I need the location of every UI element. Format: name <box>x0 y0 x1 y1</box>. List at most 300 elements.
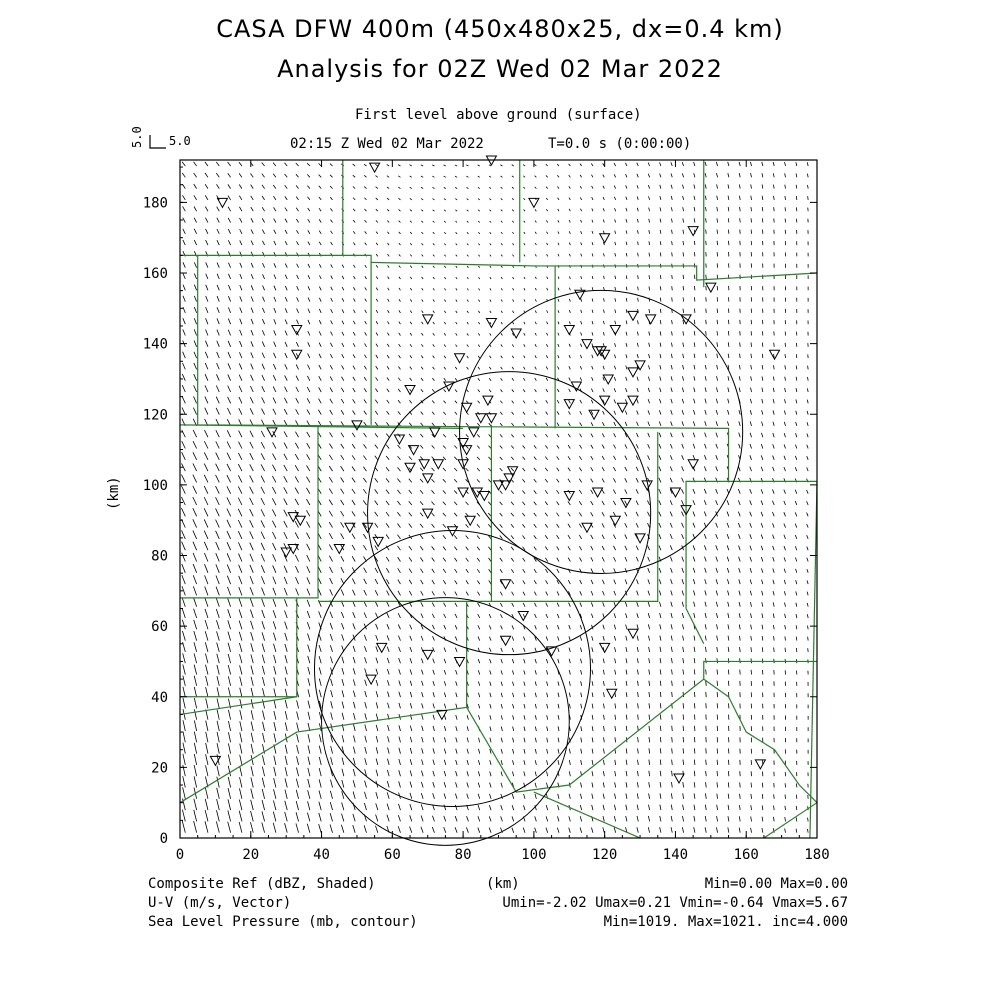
wind-vector <box>784 569 785 573</box>
wind-vector <box>421 602 423 606</box>
wind-vector <box>784 523 786 527</box>
wind-vector <box>592 670 593 675</box>
wind-vector <box>602 523 604 527</box>
wind-vector <box>331 679 333 686</box>
wind-vector <box>228 374 231 380</box>
wind-vector <box>205 631 208 640</box>
wind-vector <box>785 365 786 369</box>
wind-vector <box>251 241 253 246</box>
wind-vector <box>784 591 785 595</box>
wind-vector <box>490 794 492 799</box>
wind-vector <box>296 779 298 788</box>
wind-vector <box>648 613 649 618</box>
wind-vector <box>183 240 185 245</box>
wind-vector <box>581 681 582 686</box>
wind-vector <box>659 523 661 528</box>
wind-vector <box>603 321 604 324</box>
wind-vector <box>522 524 525 527</box>
wind-vector <box>511 491 514 494</box>
wind-vector <box>524 344 525 346</box>
wind-vector <box>274 286 276 291</box>
wind-vector <box>227 587 230 596</box>
wind-vector <box>660 196 661 200</box>
wind-vector <box>228 822 231 833</box>
wind-vector <box>410 827 412 833</box>
wind-vector <box>444 726 445 731</box>
wind-vector <box>694 760 695 765</box>
wind-vector <box>261 498 265 505</box>
wind-vector <box>501 805 503 810</box>
wind-vector <box>659 455 661 459</box>
wind-vector <box>489 580 491 584</box>
wind-vector <box>262 755 264 765</box>
wind-vector <box>603 388 605 392</box>
wind-vector <box>682 173 683 177</box>
wind-vector <box>261 576 264 584</box>
wind-vector <box>239 609 242 618</box>
footer-field-3: Sea Level Pressure (mb, contour) <box>148 914 418 930</box>
wind-vector <box>238 453 242 460</box>
wind-vector <box>581 254 582 257</box>
wind-vector <box>228 799 231 810</box>
wind-vector <box>773 377 774 381</box>
wind-vector <box>716 466 718 471</box>
wind-vector <box>796 806 797 810</box>
wind-vector <box>706 331 707 335</box>
wind-vector <box>388 703 390 709</box>
wind-vector <box>739 636 740 641</box>
wind-vector <box>694 602 695 607</box>
wind-vector <box>672 275 673 279</box>
wind-vector <box>319 343 321 347</box>
wind-vector <box>433 322 435 324</box>
wind-vector <box>228 721 230 731</box>
wind-vector <box>761 489 763 493</box>
wind-vector <box>545 479 548 482</box>
wind-vector <box>659 433 661 437</box>
wind-vector <box>705 162 706 166</box>
wind-vector <box>228 352 231 358</box>
wind-vector <box>330 197 332 200</box>
wind-vector <box>263 722 265 731</box>
wind-vector <box>365 713 367 719</box>
wind-vector <box>410 221 412 223</box>
wind-vector <box>569 614 571 618</box>
wind-vector <box>239 408 242 414</box>
wind-vector <box>432 816 434 822</box>
wind-vector <box>569 209 570 211</box>
wind-vector <box>558 299 559 302</box>
footer-field-1-stats: Min=0.00 Max=0.00 <box>704 876 848 892</box>
wind-vector <box>808 637 809 641</box>
x-tick-label: 180 <box>804 847 830 863</box>
wind-vector <box>637 613 638 618</box>
wind-vector <box>761 433 762 437</box>
wind-vector <box>410 232 412 234</box>
wind-vector <box>500 491 503 494</box>
wind-vector <box>649 286 650 290</box>
wind-vector <box>546 670 547 674</box>
wind-vector <box>523 412 525 415</box>
wind-vector <box>727 523 729 528</box>
wind-vector <box>331 231 333 234</box>
wind-vector <box>398 636 400 641</box>
wind-vector <box>785 399 786 403</box>
wind-vector <box>193 475 197 483</box>
station-marker <box>501 636 511 645</box>
wind-vector <box>262 386 265 392</box>
wind-vector <box>204 430 207 437</box>
wind-vector <box>558 243 559 245</box>
wind-vector <box>660 241 661 245</box>
wind-vector <box>421 793 423 799</box>
wind-vector <box>511 580 513 584</box>
wind-vector <box>273 409 276 415</box>
wind-vector <box>319 387 322 392</box>
wind-vector <box>376 691 378 697</box>
wind-vector <box>251 621 254 629</box>
wind-vector <box>523 389 525 392</box>
wind-vector <box>274 677 276 685</box>
wind-vector <box>409 580 412 584</box>
wind-vector <box>205 385 208 392</box>
wind-vector <box>331 701 333 708</box>
wind-vector <box>796 185 797 189</box>
wind-vector <box>683 331 684 335</box>
wind-vector <box>398 176 400 177</box>
wind-vector <box>500 412 502 415</box>
wind-vector <box>512 356 514 358</box>
wind-vector <box>625 456 627 460</box>
wind-vector <box>501 727 502 731</box>
wind-vector <box>807 388 808 392</box>
wind-vector <box>591 569 593 573</box>
wind-vector <box>410 311 412 313</box>
wind-vector <box>512 771 513 776</box>
wind-vector <box>615 309 616 312</box>
wind-vector <box>307 611 310 618</box>
wind-vector <box>717 376 718 381</box>
wind-vector <box>238 554 241 562</box>
wind-vector <box>478 266 479 268</box>
wind-vector <box>569 704 570 709</box>
wind-vector <box>649 219 650 223</box>
wind-vector <box>513 299 514 301</box>
station-marker <box>593 488 603 497</box>
wind-vector <box>238 542 242 550</box>
wind-vector <box>637 636 638 641</box>
wind-vector <box>511 558 513 562</box>
wind-vector <box>739 591 740 596</box>
wind-vector <box>489 389 491 392</box>
wind-vector <box>773 546 775 550</box>
wind-vector <box>523 805 525 810</box>
wind-vector <box>626 647 627 652</box>
wind-vector <box>524 333 525 335</box>
wind-vector <box>285 196 287 200</box>
wind-vector <box>490 333 491 335</box>
wind-vector <box>614 636 615 641</box>
wind-vector <box>238 442 241 449</box>
wind-vector <box>580 794 581 799</box>
wind-vector <box>671 162 672 166</box>
wind-vector <box>592 355 593 358</box>
wind-vector <box>683 218 684 222</box>
station-marker <box>688 227 698 236</box>
wind-vector <box>319 723 321 731</box>
wind-vector <box>466 468 469 471</box>
wind-vector <box>808 185 809 189</box>
wind-vector <box>671 421 673 425</box>
wind-vector <box>284 521 287 528</box>
wind-vector <box>490 221 491 223</box>
wind-vector <box>569 603 571 607</box>
wind-vector <box>659 410 661 414</box>
wind-vector <box>331 746 333 754</box>
wind-vector <box>478 322 479 324</box>
wind-vector <box>501 277 502 279</box>
wind-vector <box>194 385 197 392</box>
wind-vector <box>807 501 809 505</box>
wind-vector <box>545 569 547 573</box>
wind-vector <box>467 266 468 268</box>
wind-vector <box>319 779 321 787</box>
wind-vector <box>251 341 253 347</box>
wind-vector <box>272 532 275 539</box>
wind-vector <box>398 434 401 437</box>
wind-vector <box>762 647 763 652</box>
wind-vector <box>296 767 298 776</box>
wind-vector <box>251 632 254 641</box>
wind-vector <box>796 196 797 200</box>
wind-vector <box>364 792 366 799</box>
wind-vector <box>569 794 570 799</box>
wind-vector <box>421 367 423 370</box>
wind-vector <box>660 636 661 641</box>
wind-vector <box>421 827 423 833</box>
wind-vector <box>420 501 423 505</box>
wind-vector <box>648 455 650 459</box>
wind-vector <box>205 587 208 596</box>
wind-vector <box>694 196 695 200</box>
wind-vector <box>398 613 400 618</box>
wind-vector <box>409 524 412 528</box>
wind-vector <box>512 389 514 392</box>
wind-vector <box>795 512 797 516</box>
wind-vector <box>262 767 264 777</box>
wind-vector <box>193 441 197 448</box>
wind-vector <box>660 309 661 313</box>
station-marker <box>423 315 433 324</box>
wind-vector <box>614 805 615 810</box>
wind-vector <box>511 524 514 527</box>
wind-vector <box>694 241 695 245</box>
wind-vector <box>216 162 219 166</box>
wind-vector <box>262 319 264 324</box>
wind-vector <box>364 422 367 426</box>
wind-vector <box>592 276 593 279</box>
wind-vector <box>683 320 684 324</box>
wind-vector <box>318 589 321 595</box>
wind-vector <box>273 554 276 561</box>
wind-vector <box>694 162 695 166</box>
wind-vector <box>501 176 503 177</box>
wind-vector <box>660 275 661 279</box>
wind-vector <box>238 531 242 539</box>
wind-vector <box>272 465 275 471</box>
wind-vector <box>511 457 514 460</box>
wind-vector <box>397 479 400 483</box>
wind-vector <box>444 187 446 188</box>
wind-vector <box>592 737 593 742</box>
wind-vector <box>751 783 752 788</box>
wind-vector <box>717 184 718 188</box>
wind-vector <box>659 478 661 483</box>
wind-vector <box>365 702 367 708</box>
wind-vector <box>613 535 615 539</box>
wind-vector <box>546 423 548 426</box>
wind-vector <box>807 626 808 630</box>
wind-vector <box>421 187 423 188</box>
station-marker <box>628 311 638 320</box>
wind-vector <box>762 817 763 822</box>
wind-vector <box>421 165 423 166</box>
wind-vector <box>490 693 491 697</box>
wind-vector <box>319 354 321 358</box>
wind-vector <box>388 736 390 742</box>
wind-vector <box>660 714 661 719</box>
wind-vector <box>376 815 378 822</box>
wind-vector <box>751 828 752 833</box>
wind-vector <box>319 264 321 268</box>
wind-vector <box>454 490 457 493</box>
wind-vector <box>183 754 185 765</box>
wind-vector <box>399 344 401 347</box>
wind-vector <box>638 320 639 324</box>
wind-vector <box>182 821 185 833</box>
wind-vector <box>751 207 752 211</box>
wind-vector <box>535 232 536 234</box>
wind-vector <box>501 760 502 765</box>
wind-vector <box>626 816 627 821</box>
wind-vector <box>501 738 502 743</box>
wind-vector <box>342 735 344 742</box>
wind-vector <box>194 363 197 369</box>
wind-vector <box>500 558 502 562</box>
wind-vector <box>796 829 797 833</box>
wind-vector <box>659 467 661 472</box>
wind-vector <box>353 209 355 211</box>
wind-vector <box>501 378 503 380</box>
wind-vector <box>535 760 536 765</box>
wind-vector <box>522 468 525 471</box>
wind-vector <box>751 365 752 369</box>
plot-frame <box>180 160 817 838</box>
wind-vector <box>523 187 525 189</box>
wind-vector <box>433 243 435 245</box>
wind-vector <box>194 720 196 731</box>
wind-vector <box>626 771 627 776</box>
wind-vector <box>751 794 752 799</box>
wind-vector <box>295 555 298 562</box>
wind-vector <box>785 828 786 832</box>
wind-vector <box>523 378 525 381</box>
wind-vector <box>433 367 435 370</box>
wind-vector <box>547 771 548 776</box>
wind-vector <box>739 433 741 438</box>
wind-vector <box>342 657 344 663</box>
wind-vector <box>319 757 321 765</box>
wind-vector <box>239 598 242 606</box>
wind-vector <box>649 805 650 810</box>
wind-vector <box>376 803 378 810</box>
wind-vector <box>774 648 775 652</box>
wind-vector <box>444 311 445 313</box>
wind-vector <box>193 553 197 562</box>
wind-vector <box>773 433 774 437</box>
wind-vector <box>501 210 503 212</box>
wind-vector <box>796 411 797 415</box>
wind-vector <box>638 737 639 742</box>
wind-vector <box>376 702 378 708</box>
wind-vector <box>251 677 253 686</box>
wind-vector <box>421 670 423 675</box>
county-boundary <box>704 661 817 679</box>
wind-vector <box>467 760 468 765</box>
y-tick-label: 40 <box>151 689 168 706</box>
wind-vector <box>297 700 299 708</box>
wind-vector <box>410 692 412 697</box>
station-marker <box>458 488 468 497</box>
wind-vector <box>512 412 514 415</box>
wind-vector <box>705 354 706 358</box>
wind-vector <box>638 681 639 686</box>
wind-vector <box>353 814 355 821</box>
wind-vector <box>490 266 491 268</box>
wind-vector <box>728 771 729 776</box>
wind-vector <box>398 456 401 460</box>
wind-vector <box>807 524 809 528</box>
wind-vector <box>671 343 672 347</box>
wind-vector <box>693 421 695 426</box>
wind-vector <box>330 164 333 166</box>
wind-vector <box>478 637 480 641</box>
wind-vector <box>660 816 661 821</box>
wind-vector <box>409 501 412 505</box>
wind-vector <box>341 388 343 392</box>
wind-vector <box>728 613 729 618</box>
wind-vector <box>285 745 287 754</box>
wind-vector <box>500 468 503 471</box>
y-tick-label: 100 <box>142 477 168 494</box>
wind-vector <box>512 243 513 245</box>
wind-vector <box>422 243 424 245</box>
wind-vector <box>284 599 287 606</box>
wind-vector <box>796 625 797 629</box>
station-marker <box>483 396 493 405</box>
wind-vector <box>228 665 230 674</box>
wind-vector <box>581 760 582 765</box>
wind-vector <box>524 648 525 652</box>
wind-vector <box>682 466 684 471</box>
wind-vector <box>466 389 468 392</box>
y-tick-label: 0 <box>159 831 168 847</box>
wind-vector <box>579 467 581 471</box>
wind-vector <box>523 603 525 607</box>
wind-vector <box>479 715 480 719</box>
wind-vector <box>375 456 378 460</box>
wind-vector <box>273 633 276 641</box>
